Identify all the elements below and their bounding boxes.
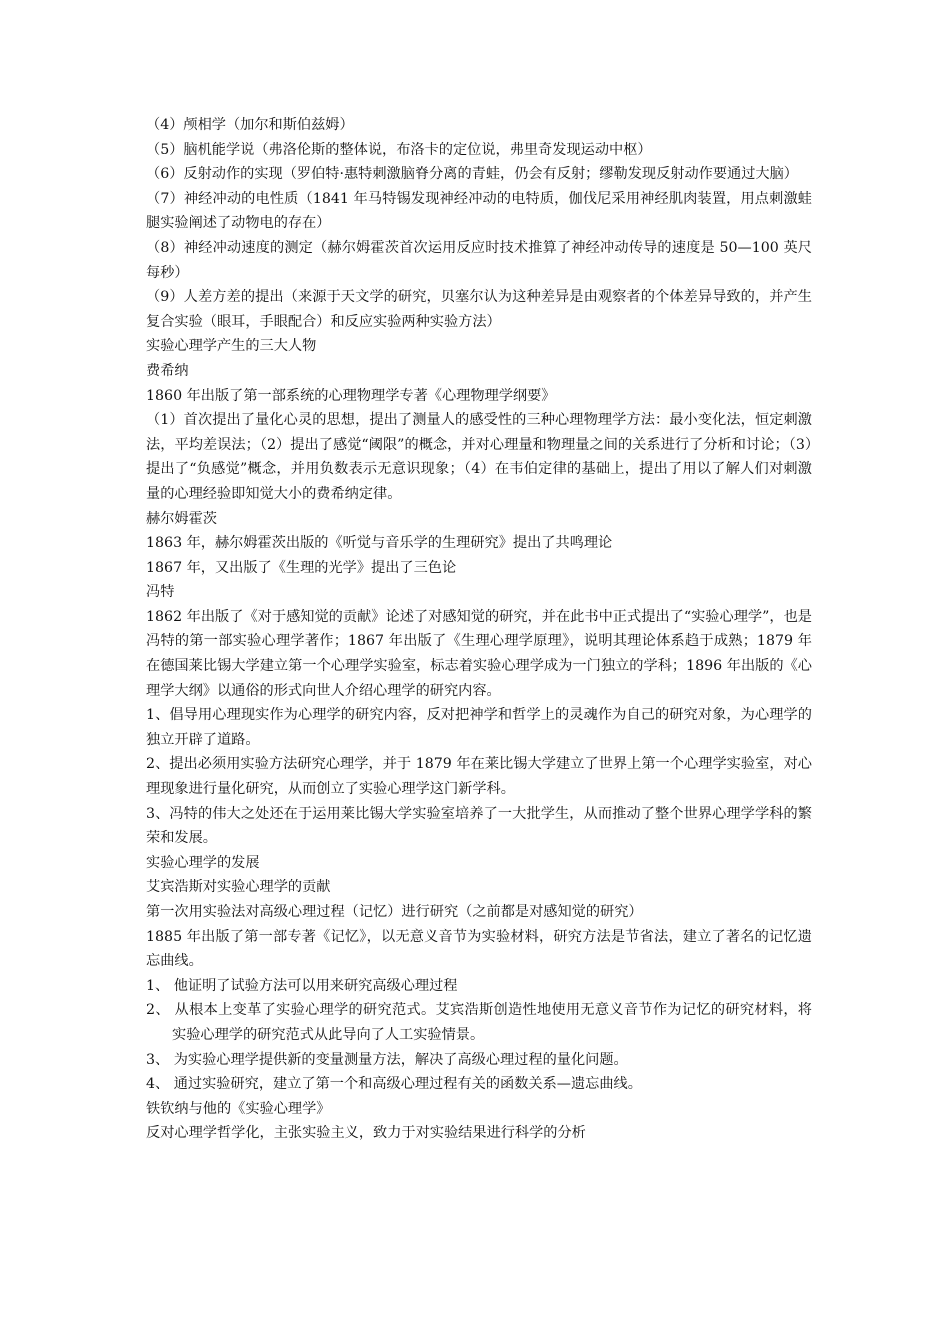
paragraph-personal-equation: （9）人差方差的提出（来源于天文学的研究，贝塞尔认为这种差异是由观察者的个体差异导致的，并产生复合实验（眼耳，手眼配合）和反应实验两种实验方法） xyxy=(146,289,812,330)
paragraph-nerve-electricity: （7）神经冲动的电性质（1841 年马特锡发现神经冲动的电特质，伽伐尼采用神经肌肉装置，用点刺激蛙腿实验阐述了动物电的存在） xyxy=(146,190,812,232)
heading-fechner: 费希纳 xyxy=(146,362,189,379)
paragraph-reflex: （6）反射动作的实现（罗伯特·惠特刺激脑脊分离的青蛙，仍会有反射；缪勒发现反射动作要通过大脑） xyxy=(146,166,798,183)
paragraph-helmholtz-1867: 1867 年，又出版了《生理的光学》提出了三色论 xyxy=(146,559,457,576)
paragraph-fechner-1860: 1860 年出版了第一部系统的心理物理学专著《心理物理学纲要》 xyxy=(146,387,556,404)
paragraph-helmholtz-1863: 1863 年，赫尔姆霍茨出版的《听觉与音乐学的生理研究》提出了共鸣理论 xyxy=(146,535,613,552)
paragraph-ebbinghaus-point-3: 3、 为实验心理学提供新的变量测量方法，解决了高级心理过程的量化问题。 xyxy=(146,1051,628,1068)
paragraph-wundt-point-3: 3、冯特的伟大之处还在于运用莱比锡大学实验室培养了一大批学生，从而推动了整个世界心理学学科的繁荣和发展。 xyxy=(146,805,812,847)
paragraph-ebbinghaus-first: 第一次用实验法对高级心理过程（记忆）进行研究（之前都是对感知觉的研究） xyxy=(146,904,643,920)
heading-wundt: 冯特 xyxy=(146,584,175,601)
paragraph-ebbinghaus-point-2: 2、 从根本上变革了实验心理学的研究范式。艾宾浩斯创造性地使用无意义音节作为记忆的研究材料，将实验心理学的研究范式从此导向了人工实验情景。 xyxy=(146,1002,812,1043)
paragraph-fechner-contributions: （1）首次提出了量化心灵的思想，提出了测量人的感受性的三种心理物理学方法：最小变化法，恒定刺激法，平均差误法；（2）提出了感觉“阈限”的概念，并对心理量和物理量之间的关系进行了分析和讨论；（3）提出了“负感觉”概念，并用负数表示无意识现象；（4）在韦伯定律的基础上，提出了用以了解人们对刺激量的心理经验即知觉大小的费希纳定律。 xyxy=(146,412,812,502)
heading-helmholtz: 赫尔姆霍茨 xyxy=(146,510,217,527)
paragraph-brain-function: （5）脑机能学说（弗洛伦斯的整体说，布洛卡的定位说，弗里奇发现运动中枢） xyxy=(146,141,652,158)
heading-development: 实验心理学的发展 xyxy=(146,854,260,871)
paragraph-ebbinghaus-point-1: 1、 他证明了试验方法可以用来研究高级心理过程 xyxy=(146,977,458,994)
heading-ebbinghaus: 艾宾浩斯对实验心理学的贡献 xyxy=(146,879,331,896)
document-body xyxy=(146,113,812,1146)
paragraph-wundt-point-1: 1、倡导用心理现实作为心理学的研究内容，反对把神学和哲学上的灵魂作为自己的研究对象，为心理学的独立开辟了道路。 xyxy=(146,707,812,748)
paragraph-phrenology: （4）颅相学（加尔和斯伯兹姆） xyxy=(146,117,354,133)
paragraph-wundt-works: 1862 年出版了《对于感知觉的贡献》论述了对感知觉的研究，并在此书中正式提出了“实验心理学”，也是冯特的第一部实验心理学著作；1867 年出版了《生理心理学原理》，说明其理论体系趋于成熟；1879 年在德国莱比锡大学建立第一个心理学实验室，标志着实验心理学成为一门独立的学科；1896 年出版的《心理学大纲》以通俗的形式向世人介绍心理学的研究内容。 xyxy=(146,608,812,699)
paragraph-titchener: 反对心理学哲学化，主张实验主义，致力于对实验结果进行科学的分析 xyxy=(146,1125,586,1142)
paragraph-nerve-speed: （8）神经冲动速度的测定（赫尔姆霍茨首次运用反应时技术推算了神经冲动传导的速度是 50—100 英尺每秒） xyxy=(146,239,812,281)
paragraph-ebbinghaus-1885: 1885 年出版了第一部专著《记忆》，以无意义音节为实验材料，研究方法是节省法，建立了著名的记忆遗忘曲线。 xyxy=(146,928,812,970)
paragraph-ebbinghaus-point-4: 4、 通过实验研究，建立了第一个和高级心理过程有关的函数关系—遗忘曲线。 xyxy=(146,1076,642,1093)
heading-three-figures: 实验心理学产生的三大人物 xyxy=(146,338,317,355)
paragraph-wundt-point-2: 2、提出必须用实验方法研究心理学，并于 1879 年在莱比锡大学建立了世界上第一个心理学实验室，对心理现象进行量化研究，从而创立了实验心理学这门新学科。 xyxy=(146,756,812,798)
heading-titchener: 铁钦纳与他的《实验心理学》 xyxy=(146,1100,331,1117)
